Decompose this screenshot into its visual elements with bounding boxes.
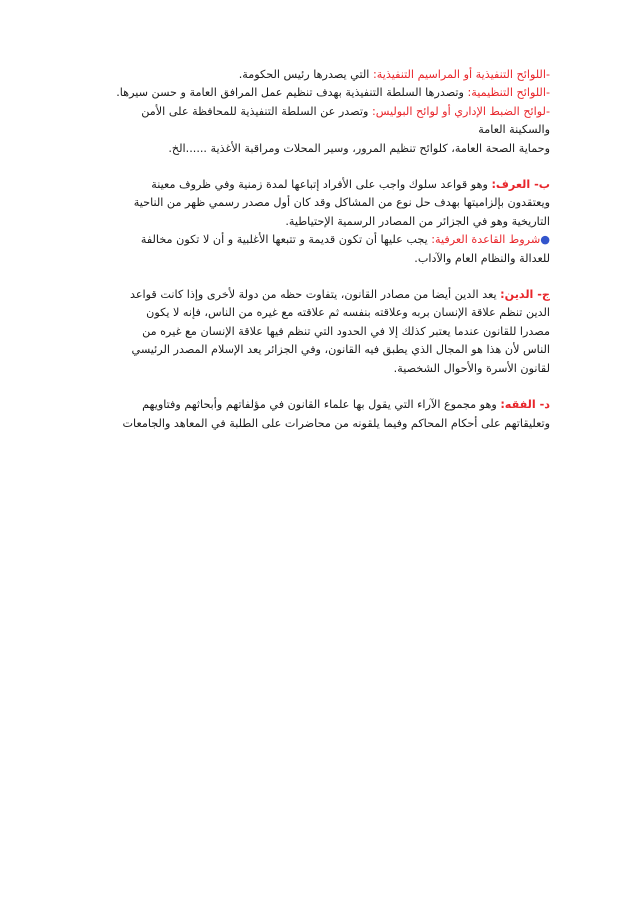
custom-line1	[86, 176, 550, 194]
police-regulations-line3: وحماية الصحة العامة، كلوائح تنظيم المرور، وسير المحلات ومراقبة الأغذية ......الخ.	[168, 141, 550, 155]
religion-heading: ج- الدين:	[500, 288, 550, 302]
custom-conditions-line2: للعدالة والنظام العام والآداب.	[414, 251, 550, 265]
police-regulations-text: وتصدر عن السلطة التنفيذية للمحافظة على الأمن	[141, 104, 372, 118]
police-regulations-heading: -لوائح الضبط الإداري أو لوائح البوليس:	[371, 104, 550, 118]
jurisprudence-text1: وهو مجموع الآراء التي يقول بها علماء القانون في مؤلفاتهم وأبحاثهم وفتاويهم	[142, 398, 501, 412]
section-religion	[86, 286, 550, 378]
religion-line1	[86, 286, 550, 304]
custom-conditions-heading: شروط القاعدة العرفية:	[431, 233, 541, 247]
org-regulations-text: وتصدرها السلطة التنفيذية بهدف تنظيم عمل المرافق العامة و حسن سيرها.	[116, 86, 468, 100]
religion-line3: مصدرا للقانون عندما يعتبر كذلك إلا في الحدود التي تنظم فيها علاقة الإنسان مع غيره من	[142, 324, 550, 338]
custom-line2: ويعتقدون بإلزاميتها بهدف حل نوع من المشاكل وقد كان أول مصدر رسمي ظهر من الناحية	[133, 196, 550, 210]
section-custom	[86, 176, 550, 268]
police-regulations-line	[86, 103, 550, 121]
bullet-icon: ●	[540, 233, 550, 247]
police-regulations-line2: والسكينة العامة	[478, 123, 550, 137]
jurisprudence-line1	[86, 396, 550, 414]
religion-text1: يعد الدين أيضا من مصادر القانون، يتفاوت حظه من دولة لأخرى وإذا كانت قواعد	[130, 288, 501, 302]
custom-conditions-text: يجب عليها أن تكون قديمة و تتبعها الأغلبية و أن لا تكون مخالفة	[140, 233, 432, 247]
org-regulations-heading: -اللوائح التنظيمية:	[467, 86, 550, 100]
exec-regulations-heading: -اللوائح التنفيذية أو المراسيم التنفيذية:	[372, 68, 550, 81]
custom-text1: وهو قواعد سلوك واجب على الأفراد إتباعها لمدة زمنية وفي ظروف معينة	[151, 178, 492, 192]
jurisprudence-line2: وتعليقاتهم على أحكام المحاكم وفيما يلقونه من محاضرات على الطلبة في المعاهد والجامعات	[122, 416, 550, 430]
org-regulations-line	[86, 84, 550, 102]
custom-conditions-line	[86, 231, 550, 249]
religion-line4: الناس لأن هذا هو المجال الذي يطبق فيه القانون، وفي الجزائر يعد الإسلام المصدر الرئيسي	[131, 343, 550, 357]
religion-line5: لقانون الأسرة والأحوال الشخصية.	[393, 361, 550, 375]
exec-regulations-line	[86, 66, 550, 84]
section-intro	[86, 66, 550, 158]
custom-heading: ب- العرف:	[491, 178, 550, 192]
exec-regulations-text: التي يصدرها رئيس الحكومة.	[238, 68, 373, 81]
section-jurisprudence	[86, 396, 550, 433]
custom-line3: التاريخية وهو في الجزائر من المصادر الرسمية الإحتياطية.	[285, 214, 550, 228]
religion-line2: الدين تنظم علاقة الإنسان بربه وعلاقته بنفسه ثم علاقته مع غيره من الناس، فإنه لا يكون	[146, 306, 550, 320]
jurisprudence-heading: د- الفقه:	[500, 398, 550, 412]
